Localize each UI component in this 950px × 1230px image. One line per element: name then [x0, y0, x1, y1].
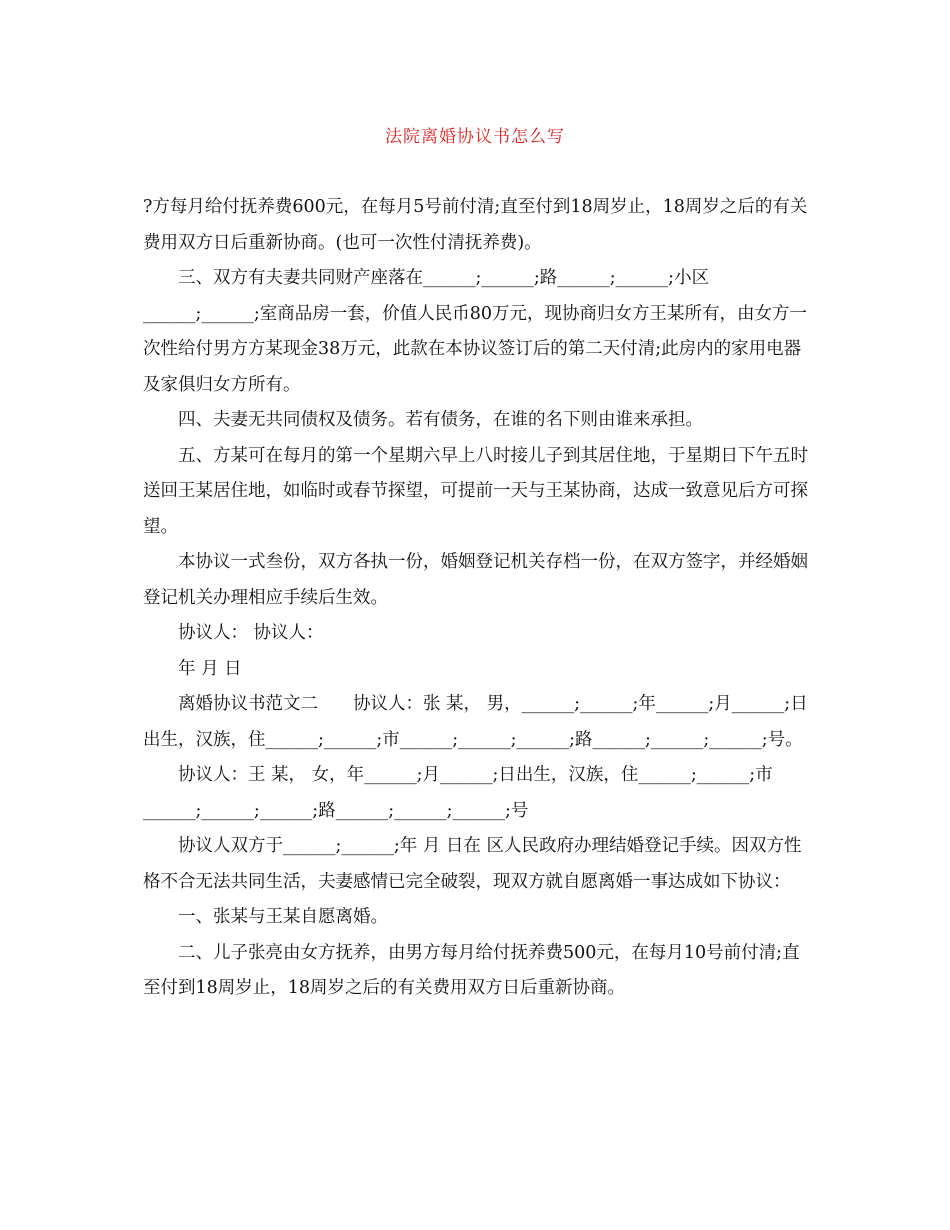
paragraph-clause-three-property: 三、双方有夫妻共同财产座落在______;______;路______;______;小区______;______;室商品房一套，价值人民币80万元，现协商归女方王某所有，由女方一次性给付男方方某现金38万元，此款在本协议签订后的第二天付清;此房内的家用电器及家俱归女方所有。 — [143, 268, 808, 395]
paragraph-clause-four-debts: 四、夫妻无共同债权及债务。若有债务，在谁的名下则由谁来承担。 — [178, 410, 703, 430]
document-title: 法院离婚协议书怎么写 — [385, 127, 565, 147]
signature-line: 协议人： 协议人： — [178, 623, 324, 643]
paragraph-clause-two-custody: 二、儿子张亮由女方抚养，由男方每月给付抚养费500元，在每月10号前付清;直至付到18周岁止，18周岁之后的有关费用双方日后重新协商。 — [143, 942, 800, 998]
paragraph-copies: 本协议一式叁份，双方各执一份，婚姻登记机关存档一份，在双方签字，并经婚姻登记机关办理相应手续后生效。 — [143, 552, 808, 608]
paragraph-marriage-registration: 协议人双方于______;______;年 月 日在 区人民政府办理结婚登记手续。因双方性格不合无法共同生活，夫妻感情已完全破裂，现双方就自愿离婚一事达成如下协议： — [143, 836, 802, 892]
paragraph-party-b: 协议人：王 某， 女，年______;月______;日出生，汉族，住______;______;市______;______;______;路______;______;______;号 — [143, 765, 773, 821]
paragraph-clause-one-divorce: 一、张某与王某自愿离婚。 — [178, 907, 388, 927]
document-body — [143, 190, 813, 1007]
date-line: 年 月 日 — [178, 658, 242, 679]
paragraph-sample-two-party-a: 离婚协议书范文二 协议人：张 某， 男，______;______;年______;月______;日出生，汉族，住______;______;市______;______;______;路______;______;______;号。 — [143, 694, 808, 750]
paragraph-clause-five-visitation: 五、方某可在每月的第一个星期六早上八时接儿子到其居住地，于星期日下午五时送回王某居住地，如临时或春节探望，可提前一天与王某协商，达成一致意见后方可探望。 — [143, 445, 808, 537]
paragraph-child-support-continued: ?方每月给付抚养费600元，在每月5号前付清;直至付到18周岁止，18周岁之后的有关费用双方日后重新协商。(也可一次性付清抚养费)。 — [143, 197, 808, 253]
